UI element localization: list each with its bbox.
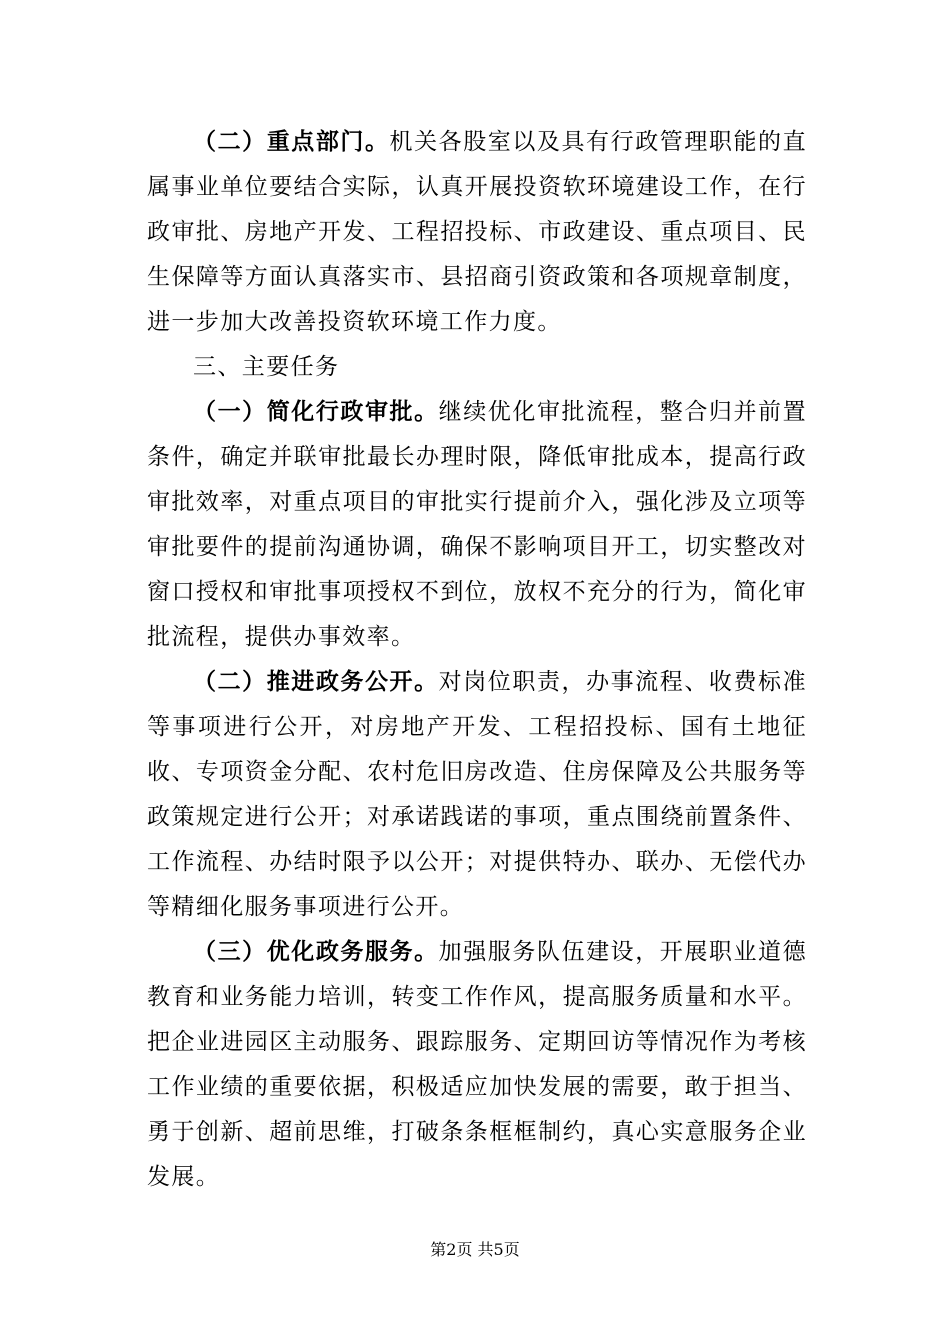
task-simplify-approval — [147, 390, 807, 660]
paragraph-text: 机关各股室以及具有行政管理职能的直属事业单位要结合实际，认真开展投资软环境建设工作，在行政审批、房地产开发、工程招投标、市政建设、重点项目、民生保障等方面认真落实市、县招商引资政策和各项规章制度，进一步加大改善投资软环境工作力度。 — [147, 129, 807, 335]
paragraph-lead: （二）重点部门。 — [193, 129, 390, 155]
page-footer: 第2页 共5页 — [430, 1240, 520, 1259]
task-text: 继续优化审批流程，整合归并前置条件，确定并联审批最长办理时限，降低审批成本，提高行政审批效率，对重点项目的审批实行提前介入，强化涉及立项等审批要件的提前沟通协调，确保不影响项目开工，切实整改对窗口授权和审批事项授权不到位，放权不充分的行为，简化审批流程，提供办事效率。 — [147, 399, 808, 650]
section-heading: 三、主要任务 — [193, 354, 340, 380]
document-body — [147, 120, 807, 1200]
task-text: 对岗位职责，办事流程、收费标准等事项进行公开，对房地产开发、工程招投标、国有土地征收、专项资金分配、农村危旧房改造、住房保障及公共服务等政策规定进行公开；对承诺践诺的事项，重点围绕前置条件、工作流程、办结时限予以公开；对提供特办、联办、无偿代办等精细化服务事项进行公开。 — [147, 669, 808, 920]
task-open-government — [147, 660, 807, 930]
task-lead: （二）推进政务公开。 — [193, 669, 439, 695]
paragraph-key-departments — [147, 120, 807, 345]
task-lead: （一）简化行政审批。 — [193, 399, 439, 425]
task-optimize-service — [147, 930, 807, 1200]
task-lead: （三）优化政务服务。 — [193, 939, 439, 965]
task-text: 加强服务队伍建设，开展职业道德教育和业务能力培训，转变工作作风，提高服务质量和水平。把企业进园区主动服务、跟踪服务、定期回访等情况作为考核工作业绩的重要依据，积极适应加快发展的需要，敢于担当、勇于创新、超前思维，打破条条框框制约，真心实意服务企业发展。 — [147, 939, 808, 1190]
